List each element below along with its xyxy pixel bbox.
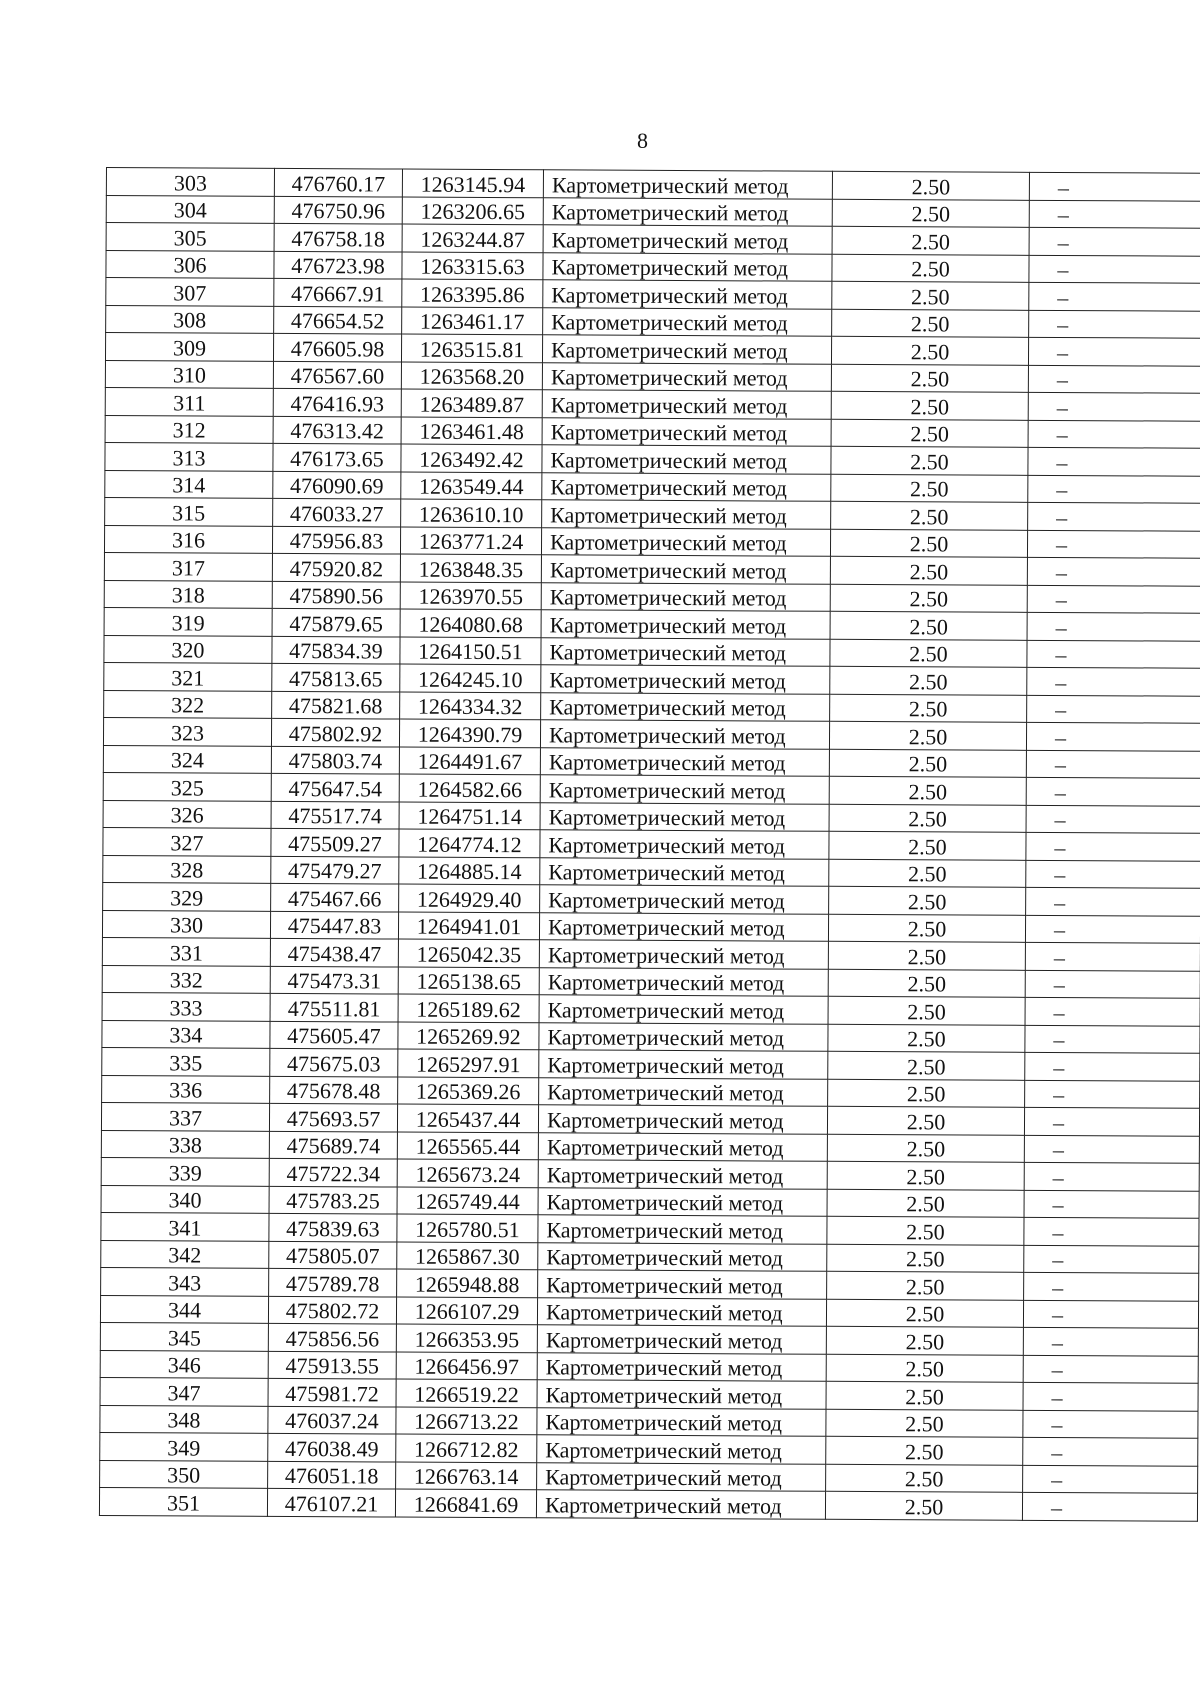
y-coordinate-cell: 1265297.91: [398, 1049, 539, 1077]
y-coordinate-cell: 1263489.87: [401, 389, 542, 417]
y-coordinate-cell: 1265138.65: [398, 967, 539, 995]
accuracy-cell: 2.50: [829, 886, 1026, 915]
point-number-cell: 337: [101, 1102, 269, 1130]
y-coordinate-cell: 1265565.44: [397, 1132, 538, 1160]
y-coordinate-cell: 1266713.22: [396, 1407, 537, 1435]
method-cell: Картометрический метод: [539, 1077, 828, 1106]
note-cell: –: [1024, 1272, 1199, 1300]
method-cell: Картометрический метод: [541, 555, 830, 584]
note-cell: –: [1028, 502, 1200, 530]
point-number-cell: 344: [100, 1295, 268, 1323]
method-cell: Картометрический метод: [541, 610, 830, 639]
y-coordinate-cell: 1263492.42: [401, 444, 542, 472]
x-coordinate-cell: 476173.65: [273, 443, 401, 471]
point-number-cell: 312: [105, 415, 273, 443]
x-coordinate-cell: 475722.34: [269, 1158, 397, 1186]
x-coordinate-cell: 475467.66: [271, 883, 399, 911]
note-cell: –: [1026, 722, 1200, 750]
table-row: [99, 1487, 1197, 1520]
x-coordinate-cell: 476758.18: [274, 223, 402, 251]
accuracy-cell: 2.50: [828, 1051, 1025, 1080]
note-cell: –: [1025, 997, 1200, 1025]
point-number-cell: 309: [105, 333, 273, 361]
note-cell: –: [1025, 942, 1200, 970]
y-coordinate-cell: 1263610.10: [401, 499, 542, 527]
accuracy-cell: 2.50: [826, 1464, 1023, 1493]
x-coordinate-cell: 475805.07: [269, 1241, 397, 1269]
note-cell: –: [1027, 557, 1200, 585]
method-cell: Картометрический метод: [538, 1215, 827, 1244]
point-number-cell: 323: [103, 717, 271, 745]
method-cell: Картометрический метод: [537, 1407, 826, 1436]
note-cell: –: [1024, 1107, 1199, 1135]
accuracy-cell: 2.50: [832, 226, 1029, 255]
note-cell: –: [1028, 420, 1200, 448]
accuracy-cell: 2.50: [825, 1491, 1022, 1520]
y-coordinate-cell: 1264390.79: [399, 719, 540, 747]
note-cell: –: [1023, 1300, 1198, 1328]
y-coordinate-cell: 1264150.51: [400, 637, 541, 665]
method-cell: Картометрический метод: [541, 527, 830, 556]
point-number-cell: 342: [101, 1240, 269, 1268]
method-cell: Картометрический метод: [537, 1297, 826, 1326]
x-coordinate-cell: 476750.96: [274, 196, 402, 224]
x-coordinate-cell: 475890.56: [272, 581, 400, 609]
y-coordinate-cell: 1264582.66: [399, 774, 540, 802]
note-cell: –: [1023, 1437, 1198, 1465]
point-number-cell: 345: [100, 1322, 268, 1350]
point-number-cell: 340: [101, 1185, 269, 1213]
method-cell: Картометрический метод: [542, 472, 831, 501]
x-coordinate-cell: 475509.27: [271, 828, 399, 856]
point-number-cell: 307: [106, 278, 274, 306]
note-cell: –: [1028, 337, 1200, 365]
note-cell: –: [1027, 585, 1200, 613]
x-coordinate-cell: 476051.18: [268, 1461, 396, 1489]
point-number-cell: 335: [102, 1047, 270, 1075]
note-cell: –: [1024, 1245, 1199, 1273]
method-cell: Картометрический метод: [543, 252, 832, 281]
method-cell: Картометрический метод: [541, 582, 830, 611]
point-number-cell: 305: [106, 223, 274, 251]
y-coordinate-cell: 1266456.97: [396, 1352, 537, 1380]
note-cell: –: [1026, 805, 1200, 833]
note-cell: –: [1023, 1382, 1198, 1410]
point-number-cell: 325: [103, 772, 271, 800]
accuracy-cell: 2.50: [827, 1244, 1024, 1273]
y-coordinate-cell: 1263549.44: [401, 472, 542, 500]
accuracy-cell: 2.50: [830, 694, 1027, 723]
y-coordinate-cell: 1266353.95: [396, 1324, 537, 1352]
x-coordinate-cell: 475438.47: [270, 938, 398, 966]
x-coordinate-cell: 475834.39: [272, 636, 400, 664]
method-cell: Картометрический метод: [542, 500, 831, 529]
method-cell: Картометрический метод: [539, 940, 828, 969]
point-number-cell: 350: [100, 1460, 268, 1488]
point-number-cell: 332: [102, 965, 270, 993]
x-coordinate-cell: 475647.54: [271, 773, 399, 801]
point-number-cell: 316: [104, 525, 272, 553]
x-coordinate-cell: 476033.27: [273, 498, 401, 526]
note-cell: –: [1026, 887, 1200, 915]
note-cell: –: [1023, 1465, 1198, 1493]
note-cell: –: [1029, 227, 1200, 255]
y-coordinate-cell: 1264751.14: [399, 802, 540, 830]
y-coordinate-cell: 1264080.68: [400, 609, 541, 637]
y-coordinate-cell: 1263568.20: [401, 362, 542, 390]
method-cell: Картометрический метод: [540, 720, 829, 749]
accuracy-cell: 2.50: [831, 501, 1028, 530]
accuracy-cell: 2.50: [830, 611, 1027, 640]
method-cell: Картометрический метод: [543, 197, 832, 226]
note-cell: –: [1023, 1327, 1198, 1355]
accuracy-cell: 2.50: [827, 1161, 1024, 1190]
x-coordinate-cell: 475693.57: [269, 1103, 397, 1131]
note-cell: –: [1026, 860, 1200, 888]
accuracy-cell: 2.50: [826, 1409, 1023, 1438]
x-coordinate-cell: 476667.91: [274, 278, 402, 306]
x-coordinate-cell: 475981.72: [268, 1378, 396, 1406]
accuracy-cell: 2.50: [828, 996, 1025, 1025]
coordinates-table: [99, 167, 1200, 1521]
accuracy-cell: 2.50: [830, 584, 1027, 613]
point-number-cell: 317: [104, 552, 272, 580]
point-number-cell: 310: [105, 360, 273, 388]
note-cell: –: [1024, 1135, 1199, 1163]
note-cell: –: [1029, 282, 1200, 310]
y-coordinate-cell: 1265673.24: [397, 1159, 538, 1187]
note-cell: –: [1028, 365, 1200, 393]
method-cell: Картометрический метод: [537, 1352, 826, 1381]
x-coordinate-cell: 475839.63: [269, 1213, 397, 1241]
x-coordinate-cell: 475479.27: [271, 856, 399, 884]
accuracy-cell: 2.50: [826, 1436, 1023, 1465]
point-number-cell: 348: [100, 1405, 268, 1433]
accuracy-cell: 2.50: [826, 1381, 1023, 1410]
point-number-cell: 319: [104, 607, 272, 635]
accuracy-cell: 2.50: [831, 364, 1028, 393]
x-coordinate-cell: 475956.83: [272, 526, 400, 554]
y-coordinate-cell: 1263771.24: [400, 527, 541, 555]
y-coordinate-cell: 1266841.69: [395, 1489, 536, 1517]
accuracy-cell: 2.50: [830, 529, 1027, 558]
note-cell: –: [1024, 1190, 1199, 1218]
y-coordinate-cell: 1266519.22: [396, 1379, 537, 1407]
point-number-cell: 331: [102, 937, 270, 965]
y-coordinate-cell: 1266763.14: [396, 1462, 537, 1490]
accuracy-cell: 2.50: [826, 1326, 1023, 1355]
x-coordinate-cell: 475920.82: [272, 553, 400, 581]
x-coordinate-cell: 475511.81: [270, 993, 398, 1021]
x-coordinate-cell: 475802.72: [268, 1296, 396, 1324]
method-cell: Картометрический метод: [542, 417, 831, 446]
method-cell: Картометрический метод: [541, 692, 830, 721]
method-cell: Картометрический метод: [542, 362, 831, 391]
point-number-cell: 351: [99, 1487, 267, 1515]
accuracy-cell: 2.50: [831, 336, 1028, 365]
point-number-cell: 338: [101, 1130, 269, 1158]
x-coordinate-cell: 475913.55: [268, 1351, 396, 1379]
accuracy-cell: 2.50: [829, 776, 1026, 805]
accuracy-cell: 2.50: [828, 1024, 1025, 1053]
method-cell: Картометрический метод: [541, 665, 830, 694]
y-coordinate-cell: 1263395.86: [402, 279, 543, 307]
method-cell: Картометрический метод: [542, 390, 831, 419]
y-coordinate-cell: 1263515.81: [401, 334, 542, 362]
accuracy-cell: 2.50: [827, 1271, 1024, 1300]
note-cell: –: [1026, 777, 1200, 805]
x-coordinate-cell: 475517.74: [271, 801, 399, 829]
page-number: 8: [637, 128, 648, 153]
x-coordinate-cell: 476605.98: [273, 333, 401, 361]
x-coordinate-cell: 476090.69: [273, 471, 401, 499]
method-cell: Картометрический метод: [541, 637, 830, 666]
y-coordinate-cell: 1265867.30: [397, 1242, 538, 1270]
method-cell: Картометрический метод: [538, 1187, 827, 1216]
point-number-cell: 322: [104, 690, 272, 718]
accuracy-cell: 2.50: [827, 1216, 1024, 1245]
x-coordinate-cell: 476037.24: [268, 1406, 396, 1434]
y-coordinate-cell: 1265749.44: [397, 1187, 538, 1215]
method-cell: Картометрический метод: [538, 1270, 827, 1299]
accuracy-cell: 2.50: [829, 804, 1026, 833]
point-number-cell: 329: [103, 882, 271, 910]
y-coordinate-cell: 1265437.44: [397, 1104, 538, 1132]
point-number-cell: 326: [103, 800, 271, 828]
method-cell: Картометрический метод: [538, 1105, 827, 1134]
accuracy-cell: 2.50: [831, 391, 1028, 420]
method-cell: Картометрический метод: [543, 280, 832, 309]
x-coordinate-cell: 475473.31: [270, 966, 398, 994]
note-cell: –: [1025, 1080, 1200, 1108]
point-number-cell: 308: [106, 305, 274, 333]
method-cell: Картометрический метод: [540, 885, 829, 914]
note-cell: –: [1027, 612, 1200, 640]
point-number-cell: 334: [102, 1020, 270, 1048]
note-cell: –: [1026, 750, 1200, 778]
note-cell: –: [1027, 640, 1200, 668]
method-cell: Картометрический метод: [539, 967, 828, 996]
point-number-cell: 330: [102, 910, 270, 938]
x-coordinate-cell: 475678.48: [270, 1076, 398, 1104]
y-coordinate-cell: 1264941.01: [398, 912, 539, 940]
accuracy-cell: 2.50: [829, 831, 1026, 860]
y-coordinate-cell: 1263206.65: [402, 197, 543, 225]
accuracy-cell: 2.50: [832, 309, 1029, 338]
accuracy-cell: 2.50: [831, 474, 1028, 503]
point-number-cell: 320: [104, 635, 272, 663]
x-coordinate-cell: 476416.93: [273, 388, 401, 416]
method-cell: Картометрический метод: [537, 1380, 826, 1409]
y-coordinate-cell: 1264774.12: [399, 829, 540, 857]
y-coordinate-cell: 1263461.17: [402, 307, 543, 335]
accuracy-cell: 2.50: [830, 639, 1027, 668]
note-cell: –: [1022, 1492, 1197, 1520]
note-cell: –: [1023, 1355, 1198, 1383]
y-coordinate-cell: 1263244.87: [402, 224, 543, 252]
y-coordinate-cell: 1265369.26: [398, 1077, 539, 1105]
method-cell: Картометрический метод: [539, 912, 828, 941]
point-number-cell: 343: [101, 1267, 269, 1295]
method-cell: Картометрический метод: [542, 335, 831, 364]
point-number-cell: 315: [105, 497, 273, 525]
note-cell: –: [1029, 172, 1200, 200]
note-cell: –: [1025, 1025, 1200, 1053]
accuracy-cell: 2.50: [827, 1189, 1024, 1218]
accuracy-cell: 2.50: [828, 941, 1025, 970]
method-cell: Картометрический метод: [538, 1160, 827, 1189]
x-coordinate-cell: 475856.56: [268, 1323, 396, 1351]
point-number-cell: 327: [103, 827, 271, 855]
point-number-cell: 321: [104, 662, 272, 690]
y-coordinate-cell: 1264885.14: [399, 857, 540, 885]
x-coordinate-cell: 476107.21: [267, 1488, 395, 1516]
accuracy-cell: 2.50: [830, 666, 1027, 695]
accuracy-cell: 2.50: [830, 556, 1027, 585]
accuracy-cell: 2.50: [828, 914, 1025, 943]
accuracy-cell: 2.50: [829, 749, 1026, 778]
y-coordinate-cell: 1263145.94: [402, 169, 543, 197]
x-coordinate-cell: 476038.49: [268, 1433, 396, 1461]
accuracy-cell: 2.50: [826, 1299, 1023, 1328]
y-coordinate-cell: 1264334.32: [400, 692, 541, 720]
x-coordinate-cell: 475605.47: [270, 1021, 398, 1049]
x-coordinate-cell: 475447.83: [270, 911, 398, 939]
point-number-cell: 347: [100, 1377, 268, 1405]
accuracy-cell: 2.50: [829, 859, 1026, 888]
note-cell: –: [1026, 832, 1200, 860]
accuracy-cell: 2.50: [832, 199, 1029, 228]
point-number-cell: 314: [105, 470, 273, 498]
y-coordinate-cell: 1263315.63: [402, 252, 543, 280]
method-cell: Картометрический метод: [539, 1022, 828, 1051]
method-cell: Картометрический метод: [540, 857, 829, 886]
note-cell: –: [1027, 695, 1200, 723]
note-cell: –: [1029, 200, 1200, 228]
point-number-cell: 313: [105, 442, 273, 470]
point-number-cell: 336: [102, 1075, 270, 1103]
x-coordinate-cell: 475689.74: [269, 1131, 397, 1159]
x-coordinate-cell: 476723.98: [274, 251, 402, 279]
point-number-cell: 303: [106, 168, 274, 196]
note-cell: –: [1025, 915, 1200, 943]
note-cell: –: [1027, 530, 1200, 558]
method-cell: Картометрический метод: [543, 307, 832, 336]
note-cell: –: [1024, 1162, 1199, 1190]
method-cell: Картометрический метод: [540, 802, 829, 831]
method-cell: Картометрический метод: [537, 1462, 826, 1491]
accuracy-cell: 2.50: [832, 171, 1029, 200]
y-coordinate-cell: 1264929.40: [399, 884, 540, 912]
method-cell: Картометрический метод: [543, 170, 832, 199]
x-coordinate-cell: 476654.52: [274, 306, 402, 334]
note-cell: –: [1027, 667, 1200, 695]
point-number-cell: 349: [100, 1432, 268, 1460]
coordinates-table-body: [99, 168, 1200, 1521]
method-cell: Картометрический метод: [540, 747, 829, 776]
point-number-cell: 311: [105, 387, 273, 415]
point-number-cell: 339: [101, 1157, 269, 1185]
point-number-cell: 328: [103, 855, 271, 883]
point-number-cell: 324: [103, 745, 271, 773]
x-coordinate-cell: 475813.65: [272, 663, 400, 691]
y-coordinate-cell: 1265780.51: [397, 1214, 538, 1242]
note-cell: –: [1024, 1217, 1199, 1245]
note-cell: –: [1025, 1052, 1200, 1080]
y-coordinate-cell: 1266712.82: [396, 1434, 537, 1462]
x-coordinate-cell: 475789.78: [269, 1268, 397, 1296]
x-coordinate-cell: 475783.25: [269, 1186, 397, 1214]
y-coordinate-cell: 1264245.10: [400, 664, 541, 692]
y-coordinate-cell: 1266107.29: [396, 1297, 537, 1325]
method-cell: Картометрический метод: [537, 1325, 826, 1354]
y-coordinate-cell: 1263970.55: [400, 582, 541, 610]
accuracy-cell: 2.50: [827, 1106, 1024, 1135]
method-cell: Картометрический метод: [540, 830, 829, 859]
y-coordinate-cell: 1263461.48: [401, 417, 542, 445]
note-cell: –: [1028, 392, 1200, 420]
point-number-cell: 306: [106, 250, 274, 278]
x-coordinate-cell: 475879.65: [272, 608, 400, 636]
accuracy-cell: 2.50: [831, 419, 1028, 448]
note-cell: –: [1028, 475, 1200, 503]
x-coordinate-cell: 475802.92: [271, 718, 399, 746]
y-coordinate-cell: 1265269.92: [398, 1022, 539, 1050]
method-cell: Картометрический метод: [539, 995, 828, 1024]
x-coordinate-cell: 476760.17: [274, 168, 402, 196]
accuracy-cell: 2.50: [828, 1079, 1025, 1108]
point-number-cell: 318: [104, 580, 272, 608]
note-cell: –: [1023, 1410, 1198, 1438]
method-cell: Картометрический метод: [542, 445, 831, 474]
y-coordinate-cell: 1263848.35: [400, 554, 541, 582]
accuracy-cell: 2.50: [826, 1354, 1023, 1383]
x-coordinate-cell: 475803.74: [271, 746, 399, 774]
point-number-cell: 346: [100, 1350, 268, 1378]
y-coordinate-cell: 1265042.35: [398, 939, 539, 967]
note-cell: –: [1029, 255, 1200, 283]
y-coordinate-cell: 1264491.67: [399, 747, 540, 775]
method-cell: Картометрический метод: [538, 1242, 827, 1271]
x-coordinate-cell: 475821.68: [272, 691, 400, 719]
x-coordinate-cell: 475675.03: [270, 1048, 398, 1076]
method-cell: Картометрический метод: [539, 1050, 828, 1079]
accuracy-cell: 2.50: [831, 446, 1028, 475]
y-coordinate-cell: 1265189.62: [398, 994, 539, 1022]
method-cell: Картометрический метод: [537, 1435, 826, 1464]
method-cell: Картометрический метод: [543, 225, 832, 254]
method-cell: Картометрический метод: [540, 775, 829, 804]
accuracy-cell: 2.50: [829, 721, 1026, 750]
accuracy-cell: 2.50: [832, 254, 1029, 283]
note-cell: –: [1028, 447, 1200, 475]
y-coordinate-cell: 1265948.88: [397, 1269, 538, 1297]
accuracy-cell: 2.50: [827, 1134, 1024, 1163]
accuracy-cell: 2.50: [832, 281, 1029, 310]
note-cell: –: [1029, 310, 1200, 338]
method-cell: Картометрический метод: [536, 1490, 825, 1519]
accuracy-cell: 2.50: [828, 969, 1025, 998]
note-cell: –: [1025, 970, 1200, 998]
point-number-cell: 304: [106, 195, 274, 223]
point-number-cell: 333: [102, 992, 270, 1020]
method-cell: Картометрический метод: [538, 1132, 827, 1161]
point-number-cell: 341: [101, 1212, 269, 1240]
x-coordinate-cell: 476313.42: [273, 416, 401, 444]
x-coordinate-cell: 476567.60: [273, 361, 401, 389]
